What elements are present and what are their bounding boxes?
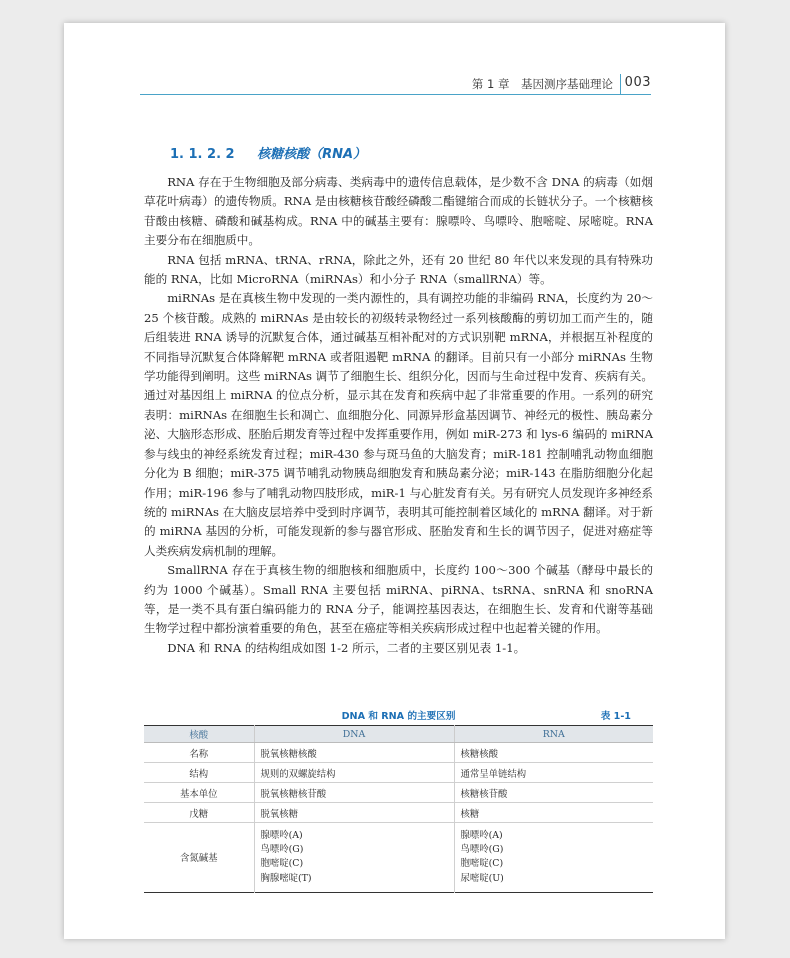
rna-bases-cell [454, 823, 653, 893]
base-item: 胸腺嘧啶(T) [260, 872, 312, 884]
paragraph: DNA 和 RNA 的结构组成如图 1-2 所示，二者的主要区别见表 1-1。 [167, 640, 526, 655]
header-separator [620, 74, 621, 94]
table [144, 725, 653, 893]
chapter-title: 第 1 章 基因测序基础理论 [471, 77, 613, 91]
base-item: 腺嘌呤(A) [460, 830, 503, 841]
section-title: 核糖核酸（RNA） [257, 147, 367, 162]
paragraph: SmallRNA 存在于真核生物的细胞核和细胞质中，长度约 100～300 个碱基（酵母中最长的约为 1000 个碱基）。Small RNA 主要包括 miRNA、piRNA、tsRNA、snRNA 和 snoRNA 等，是一类不具有蛋白编码能力的 RNA 分子，能调控基因表达，在细胞生长、发育和代谢等基础生物学过程中都扮演着重要的角色，甚至在癌症等相关疾病形成过程中也起着关键的作用。 [144, 563, 653, 636]
table-row [144, 763, 653, 783]
paragraph: RNA 包括 mRNA、tRNA、rRNA，除此之外，还有 20 世纪 80 年代以来发现的具有特殊功能的 RNA，比如 MicroRNA（miRNAs）和小分子 RNA（smallRNA）等。 [144, 252, 653, 287]
row-label: 名称 [144, 743, 254, 763]
base-item: 胞嘧啶(C) [460, 858, 504, 870]
row-label: 基本单位 [144, 783, 254, 803]
book-page [64, 23, 725, 939]
row-label: 结构 [144, 763, 254, 783]
column-header: RNA [454, 726, 653, 743]
base-item: 鸟嘌呤(G) [260, 844, 304, 856]
page-number: 003 [624, 75, 651, 90]
row-label: 含氮碱基 [144, 823, 254, 893]
body-text [144, 173, 653, 658]
table-row [144, 803, 653, 823]
column-header: 核酸 [144, 726, 254, 743]
rna-cell: 核糖核酸 [454, 743, 653, 763]
table-row [144, 783, 653, 803]
paragraph: miRNAs 是在真核生物中发现的一类内源性的，具有调控功能的非编码 RNA，长度约为 20～25 个核苷酸。成熟的 miRNAs 是由较长的初级转录物经过一系列核酸酶的剪切加工而产生的，随后组装进 RNA 诱导的沉默复合体，通过碱基互相补配对的方式识别靶 mRNA，并根据互补程度的不同指导沉默复合体降解靶 mRNA 或者阻遏靶 mRNA 的翻译。目前只有一小部分 miRNAs 生物学功能得到阐明。这些 miRNAs 调节了细胞生长、组织分化，因而与生命过程中发育、疾病有关。通过对基因组上 miRNA 的位点分析，显示其在发育和疾病中起了非常重要的作用。一系列的研究表明：miRNAs 在细胞生长和凋亡、血细胞分化、同源异形盒基因调节、神经元的极性、胰岛素分泌、大脑形态形成、胚胎后期发育等过程中发挥重要作用，例如 miR-273 和 lys-6 编码的 miRNA 参与线虫的神经系统发育过程；miR-430 参与斑马鱼的大脑发育；miR-181 控制哺乳动物血细胞分化为 B 细胞；miR-375 调节哺乳动物胰岛细胞发育和胰岛素分泌；miR-143 在脂肪细胞分化起作用；miR-196 参与了哺乳动物四肢形成，miR-1 与心脏发育有关。另有研究人员发现许多神经系统的 miRNAs 在大脑皮层培养中受到时序调节，表明其可能控制着区域化的 mRNA 翻译。对于新的 miRNA 基因的分析，可能发现新的参与器官形成、胚胎发育和生长的调节因子，促进对癌症等人类疾病发病机制的理解。 [144, 291, 653, 558]
dna-cell: 规则的双螺旋结构 [254, 763, 454, 783]
table-row-bases [144, 823, 653, 893]
dna-cell: 脱氧核糖核酸 [254, 743, 454, 763]
table-caption [144, 708, 653, 725]
rna-cell: 核糖核苷酸 [454, 783, 653, 803]
table-row [144, 743, 653, 763]
header-rule [140, 94, 651, 95]
rna-cell: 通常呈单链结构 [454, 763, 653, 783]
dna-bases-cell [254, 823, 454, 893]
table-header-row [144, 726, 653, 743]
base-item: 腺嘌呤(A) [260, 830, 303, 841]
base-item: 尿嘧啶(U) [460, 872, 504, 884]
row-label: 戊糖 [144, 803, 254, 823]
rna-cell: 核糖 [454, 803, 653, 823]
comparison-table [144, 708, 653, 893]
dna-cell: 脱氧核糖 [254, 803, 454, 823]
table-title: DNA 和 RNA 的主要区别 [341, 711, 456, 722]
column-header: DNA [254, 726, 454, 743]
section-heading [170, 143, 366, 162]
base-item: 鸟嘌呤(G) [460, 844, 504, 856]
base-item: 胞嘧啶(C) [260, 858, 304, 870]
table-number: 表 1-1 [600, 711, 631, 722]
section-number: 1. 1. 2. 2 [170, 147, 235, 162]
paragraph: RNA 存在于生物细胞及部分病毒、类病毒中的遗传信息载体，是少数不含 DNA 的病毒（如烟草花叶病毒）的遗传物质。RNA 是由核糖核苷酸经磷酸二酯键缩合而成的长链状分子。一个核糖核苷酸由核糖、磷酸和碱基构成。RNA 中的碱基主要有：腺嘌呤、鸟嘌呤、胞嘧啶、尿嘧啶。RNA 主要分布在细胞质中。 [144, 175, 653, 248]
dna-cell: 脱氧核糖核苷酸 [254, 783, 454, 803]
